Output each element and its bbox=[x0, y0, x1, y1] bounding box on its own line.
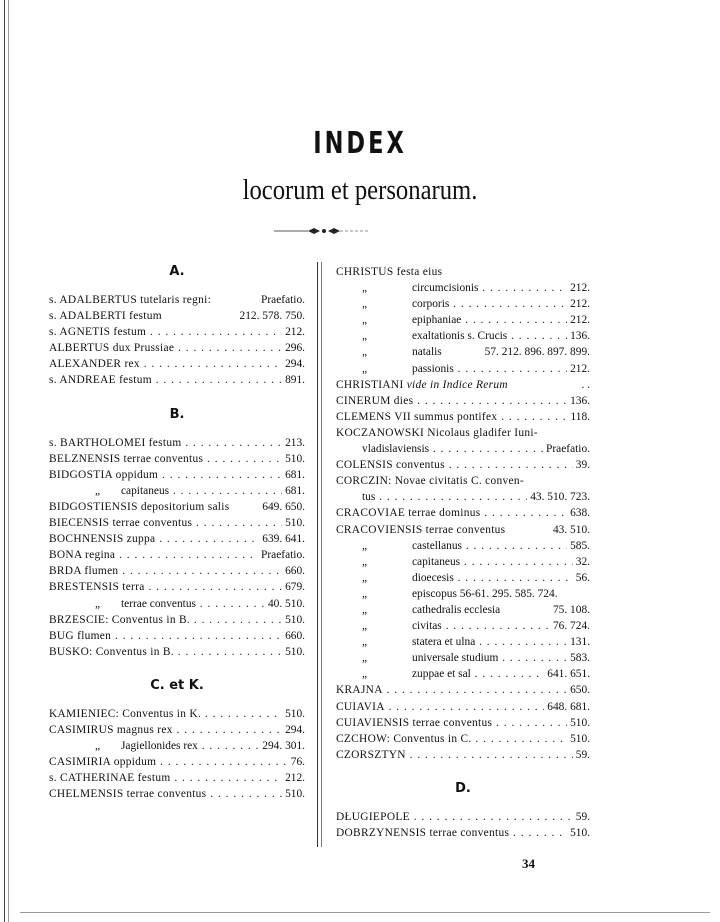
index-entry: BONA regina . . . Praefatio. bbox=[49, 547, 305, 563]
index-entry: BRDA flumen . . . 660. bbox=[49, 563, 305, 579]
column-divider bbox=[317, 262, 322, 847]
index-subentry: „ circumcisionis . . . 212. bbox=[336, 280, 590, 296]
ornament-divider-icon bbox=[274, 226, 368, 236]
index-entry: KRAJNA . . . 650. bbox=[336, 682, 590, 698]
index-entry: BELZNENSIS terrae conventus . . . 510. bbox=[49, 451, 305, 467]
index-subentry: „ statera et ulna . . . 131. bbox=[336, 634, 590, 650]
index-entry: CINERUM dies . . . 136. bbox=[336, 393, 590, 409]
index-entry: s. BARTHOLOMEI festum . . . 213. bbox=[49, 435, 305, 451]
index-entry: CASIMIRIA oppidum . . . 76. bbox=[49, 754, 305, 770]
index-entry: BUG flumen . . . 660. bbox=[49, 628, 305, 644]
index-subentry: „ castellanus . . . 585. bbox=[336, 538, 590, 554]
index-subentry: „ cathedralis ecclesia 75. 108. bbox=[362, 603, 590, 616]
index-entry-continuation: vladislaviensis . . . Praefatio. bbox=[336, 441, 590, 457]
section-heading-c: C. et K. bbox=[150, 677, 204, 693]
index-entry: BRZESCIE: Conventus in B. . . . 510. bbox=[49, 612, 305, 628]
index-entry-continuation: tus . . . 43. 510. 723. bbox=[336, 489, 590, 505]
index-entry: CUIAVIENSIS terrae conventus . . . 510. bbox=[336, 715, 590, 731]
index-entry: CRACOVIENSIS terrae conventus 43. 510. bbox=[336, 523, 590, 536]
index-entry: s. ANDREAE festum . . . 891. bbox=[49, 372, 305, 388]
index-subentry: „ dioecesis . . . 56. bbox=[336, 570, 590, 586]
index-entry: BOCHNENSIS zuppa . . . 639. 641. bbox=[49, 531, 305, 547]
index-entry: CHRISTUS festa eius bbox=[336, 266, 443, 278]
index-subentry: „ zuppae et sal . . . 641. 651. bbox=[336, 666, 590, 682]
index-entry: s. CATHERINAE festum . . . 212. bbox=[49, 770, 305, 786]
index-subentry: „ Jagiellonides rex . . . 294. 301. bbox=[49, 738, 305, 754]
page-title: INDEX bbox=[313, 126, 407, 161]
index-entry: DOBRZYNENSIS terrae conventus . . . 510. bbox=[336, 825, 590, 841]
index-entry: CZORSZTYN . . . 59. bbox=[336, 747, 590, 763]
index-subentry: „ capitaneus . . . 32. bbox=[336, 554, 590, 570]
index-entry: BIDGOSTIA oppidum . . . 681. bbox=[49, 467, 305, 483]
index-entry: COLENSIS conventus . . . 39. bbox=[336, 457, 590, 473]
index-subentry: „ universale studium . . . 583. bbox=[336, 650, 590, 666]
index-entry: ALBERTUS dux Prussiae . . . 296. bbox=[49, 340, 305, 356]
index-entry: CZCHOW: Conventus in C. . . . 510. bbox=[336, 731, 590, 747]
index-entry: KAMIENIEC: Conventus in K. . . . 510. bbox=[49, 706, 305, 722]
index-subentry: „ natalis 57. 212. 896. 897. 899. bbox=[362, 346, 590, 359]
index-subentry: „ capitaneus . . . 681. bbox=[49, 483, 305, 499]
index-subentry: „ terrae conventus . . . 40. 510. bbox=[49, 596, 305, 612]
page-number: 34 bbox=[522, 856, 535, 871]
index-entry: s. AGNETIS festum . . . 212. bbox=[49, 324, 305, 340]
index-subentry: „ exaltationis s. Crucis . . . 136. bbox=[336, 328, 590, 344]
index-entry: BIDGOSTIENSIS depositorium salis 649. 650. bbox=[49, 500, 305, 513]
index-entry: DŁUGIEPOLE . . . 59. bbox=[336, 809, 590, 825]
page-binding-edge bbox=[4, 0, 9, 922]
index-entry: s. ADALBERTI festum 212. 578. 750. bbox=[49, 310, 305, 323]
index-entry: CUIAVIA . . . 648. 681. bbox=[336, 699, 590, 715]
index-entry-cross-reference: CHRISTIANI vide in Indice Rerum . . bbox=[336, 378, 590, 391]
index-entry: ALEXANDER rex . . . 294. bbox=[49, 356, 305, 372]
index-entry: CASIMIRUS magnus rex . . . 294. bbox=[49, 722, 305, 738]
index-entry: CORCZIN: Novae civitatis C. conven- bbox=[336, 475, 524, 488]
section-heading-a: A. bbox=[169, 264, 185, 279]
index-subentry: „ passionis . . . 212. bbox=[336, 361, 590, 377]
section-heading-b: B. bbox=[169, 406, 185, 422]
index-entry: BIECENSIS terrae conventus . . . 510. bbox=[49, 515, 305, 531]
index-left-column bbox=[49, 262, 305, 802]
index-entry: CRACOVIAE terrae dominus . . . 638. bbox=[336, 505, 590, 521]
index-entry: CLEMENS VII summus pontifex . . . 118. bbox=[336, 409, 590, 425]
index-subentry: „ civitas . . . 76. 724. bbox=[336, 618, 590, 634]
index-right-column bbox=[336, 264, 590, 841]
index-entry: KOCZANOWSKI Nicolaus gladifer Iuni- bbox=[336, 426, 538, 439]
page-subtitle: locorum et personarum. bbox=[242, 174, 478, 206]
index-entry: BUSKO: Conventus in B. . . . 510. bbox=[49, 644, 305, 660]
page-bottom-edge bbox=[20, 912, 710, 913]
index-subentry: „ epiphaniae . . . 212. bbox=[336, 312, 590, 328]
index-subentry: „ episcopus 56-61. 295. 585. 724. bbox=[362, 587, 558, 600]
index-subentry: „ corporis . . . 212. bbox=[336, 296, 590, 312]
index-entry: BRESTENSIS terra . . . 679. bbox=[49, 579, 305, 595]
section-heading-d: D. bbox=[455, 780, 471, 796]
index-entry: s. ADALBERTUS tutelaris regni: Praefatio. bbox=[49, 294, 305, 306]
index-entry: CHELMENSIS terrae conventus . . . 510. bbox=[49, 786, 305, 802]
